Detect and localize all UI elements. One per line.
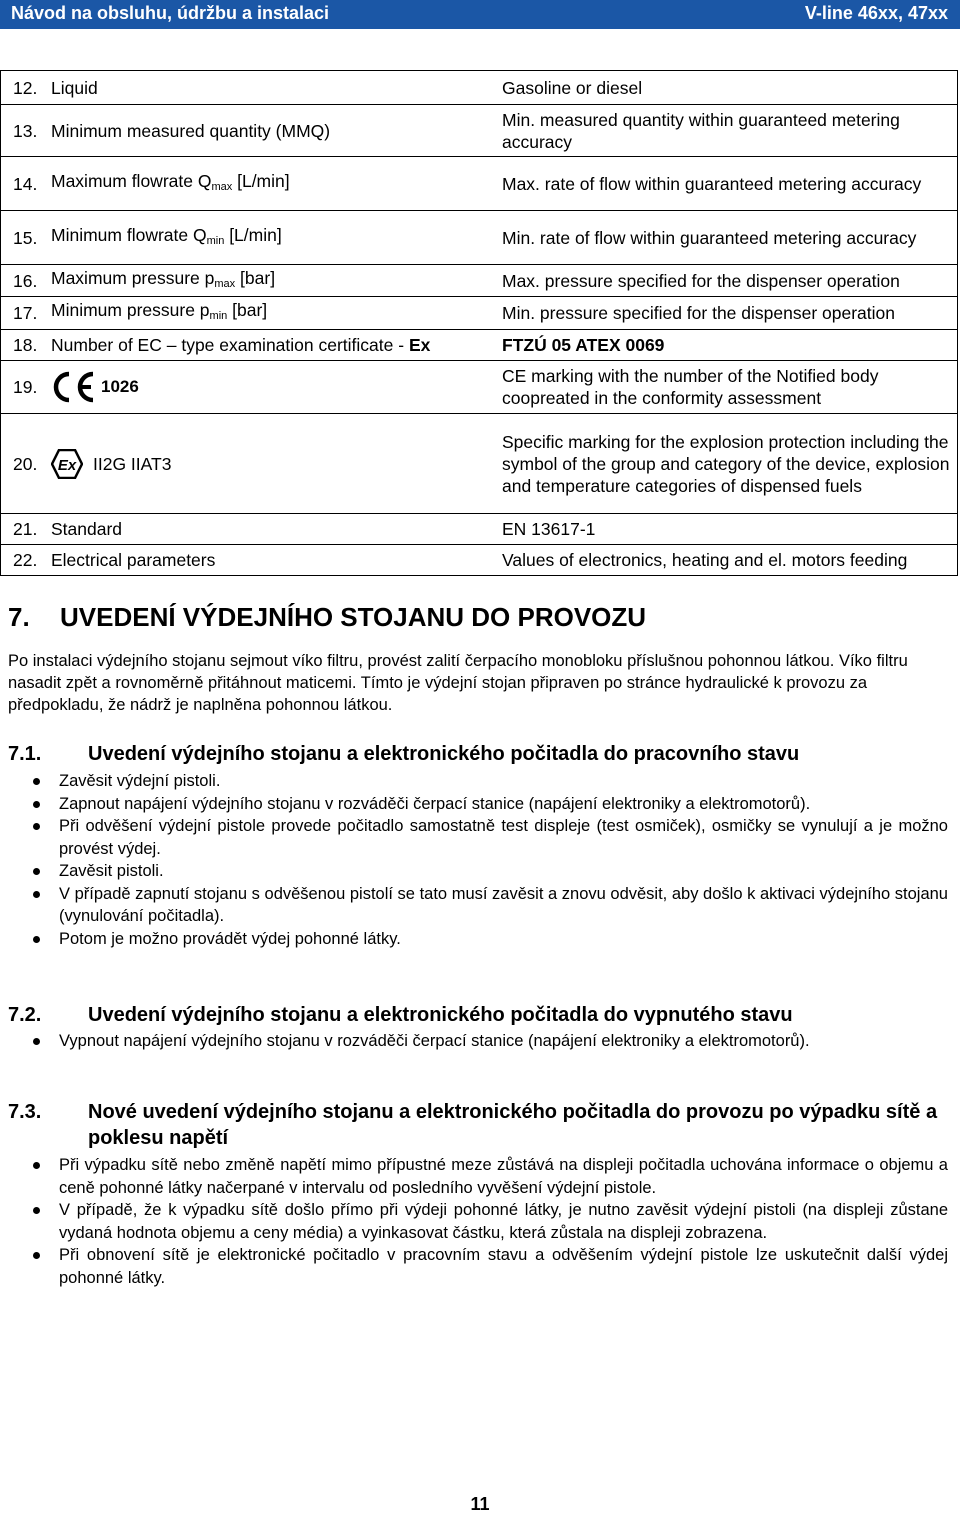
row-value: Gasoline or diesel xyxy=(489,71,958,105)
row-number: 21. xyxy=(1,514,52,545)
row-label: Minimum pressure $p_{min}$ [bar] xyxy=(51,297,489,330)
svg-text:Ex: Ex xyxy=(57,456,77,474)
list-item: Při odvěšení výdejní pistole provede počitadlo samostatně test displeje (test osmiček), osmičky se vynulují a je možno provést výdej. xyxy=(30,815,948,860)
table-row xyxy=(1,330,958,361)
table-row xyxy=(1,297,958,330)
list-item: Při výpadku sítě nebo změně napětí mimo přípustné meze zůstává na displeji počitadla uchována informace o objemu a ceně pohonné látky načerpané v intervalu od posledního vyvěšení výdejní pistole. xyxy=(30,1154,948,1199)
row-label: Minimum flowrate $Q_{min}$ [L/min] xyxy=(51,211,489,265)
row-label: Standard xyxy=(51,514,489,545)
header-model: V-line 46xx, 47xx xyxy=(804,3,948,23)
row-label: Maximum pressure $p_{max}$ [bar] xyxy=(51,265,489,297)
row-label: Electrical parameters xyxy=(51,545,489,576)
row-number: 13. xyxy=(1,105,52,157)
list-item: Vypnout napájení výdejního stojanu v rozváděči čerpací stanice (napájení elektroniky a elektromotorů). xyxy=(30,1030,948,1053)
table-row xyxy=(1,265,958,297)
row-number: 18. xyxy=(1,330,52,361)
list-item: Zavěsit výdejní pistoli. xyxy=(30,770,948,793)
list-item: Zavěsit pistoli. xyxy=(30,860,948,883)
row-label xyxy=(51,361,489,414)
table-row xyxy=(1,361,958,414)
notified-body-number: 1026 xyxy=(101,377,139,396)
row-value: EN 13617-1 xyxy=(489,514,958,545)
ce-mark-icon xyxy=(51,371,95,403)
subsection-7-1-list xyxy=(30,770,948,950)
list-item: Při obnovení sítě je elektronické počitadlo v pracovním stavu a odvěšením výdejní pistole lze uskutečnit další výdej pohonné látky. xyxy=(30,1244,948,1289)
subsection-7-2-heading: 7.2. Uvedení výdejního stojanu a elektronického počitadla do vypnutého stavu xyxy=(8,1004,793,1026)
subsection-7-3-list xyxy=(30,1154,948,1289)
row-value: Values of electronics, heating and el. motors feeding xyxy=(489,545,958,576)
table-row xyxy=(1,211,958,265)
table-row xyxy=(1,514,958,545)
table-row xyxy=(1,157,958,211)
table-row xyxy=(1,105,958,157)
section-heading: 7. UVEDENÍ VÝDEJNÍHO STOJANU DO PROVOZU xyxy=(8,602,647,632)
row-number: 17. xyxy=(1,297,52,330)
row-value: Min. rate of flow within guaranteed metering accuracy xyxy=(489,211,958,265)
row-number: 22. xyxy=(1,545,52,576)
row-label: Minimum measured quantity (MMQ) xyxy=(51,105,489,157)
subsection-7-1-heading: 7.1. Uvedení výdejního stojanu a elektronického počitadla do pracovního stavu xyxy=(8,743,800,765)
table-row xyxy=(1,545,958,576)
row-number: 14. xyxy=(1,157,52,211)
row-number: 16. xyxy=(1,265,52,297)
page-number: 11 xyxy=(470,1494,490,1514)
row-number: 20. xyxy=(1,414,52,514)
row-label: Number of EC – type examination certificate - Ex xyxy=(51,330,489,361)
list-item: Zapnout napájení výdejního stojanu v rozváděči čerpací stanice (napájení elektroniky a elektromotorů). xyxy=(30,793,948,816)
specification-table xyxy=(0,70,958,576)
row-label: Liquid xyxy=(51,71,489,105)
row-value: CE marking with the number of the Notified body coopreated in the conformity assessment xyxy=(489,361,958,414)
row-label: Ex II2G IIAT3 xyxy=(51,414,489,514)
row-value: Max. pressure specified for the dispenser operation xyxy=(489,265,958,297)
header-title: Návod na obsluhu, údržbu a instalaci xyxy=(11,3,330,23)
table-row xyxy=(1,414,958,514)
row-value: FTZÚ 05 ATEX 0069 xyxy=(489,330,958,361)
row-value: Min. measured quantity within guaranteed metering accuracy xyxy=(489,105,958,157)
list-item: V případě zapnutí stojanu s odvěšenou pistolí se tato musí zavěsit a znovu odvěsit, aby došlo k aktivaci výdejního stojanu (vynulování počitadla). xyxy=(30,883,948,928)
list-item: V případě, že k výpadku sítě došlo přímo při výdeji pohonné látky, je nutno zavěsit výdejní pistoli (na displeji zůstane vydaná hodnota objemu a ceny média) a vyinkasovat částku, která zůstala na displeji zobrazena. xyxy=(30,1199,948,1244)
row-value: Specific marking for the explosion protection including the symbol of the group and category of the device, explosion and temperature categories of dispensed fuels xyxy=(489,414,958,514)
page-header xyxy=(0,0,960,29)
row-number: 15. xyxy=(1,211,52,265)
row-value: Min. pressure specified for the dispenser operation xyxy=(489,297,958,330)
row-label: Maximum flowrate $Q_{max}$ [L/min] xyxy=(51,157,489,211)
subsection-7-2-list xyxy=(30,1030,948,1053)
row-number: 19. xyxy=(1,361,52,414)
table-row xyxy=(1,71,958,105)
row-number: 12. xyxy=(1,71,52,105)
ex-hexagon-icon xyxy=(51,449,83,479)
subsection-7-3-heading: 7.3. Nové uvedení výdejního stojanu a elektronického počitadla do provozu po výpadku sítě a poklesu napětí xyxy=(8,1101,938,1149)
list-item: Potom je možno provádět výdej pohonné látky. xyxy=(30,928,948,951)
section-paragraph: Po instalaci výdejního stojanu sejmout víko filtru, provést zalití čerpacího monobloku příslušnou pohonnou látkou. Víko filtru nasadit zpět a rovnoměrně přitáhnout maticemi. Tímto je výdejní stojan připraven po stránce hydraulické k provozu za předpokladu, že nádrž je naplněna pohonnou látkou. xyxy=(8,652,908,714)
row-value: Max. rate of flow within guaranteed metering accuracy xyxy=(489,157,958,211)
